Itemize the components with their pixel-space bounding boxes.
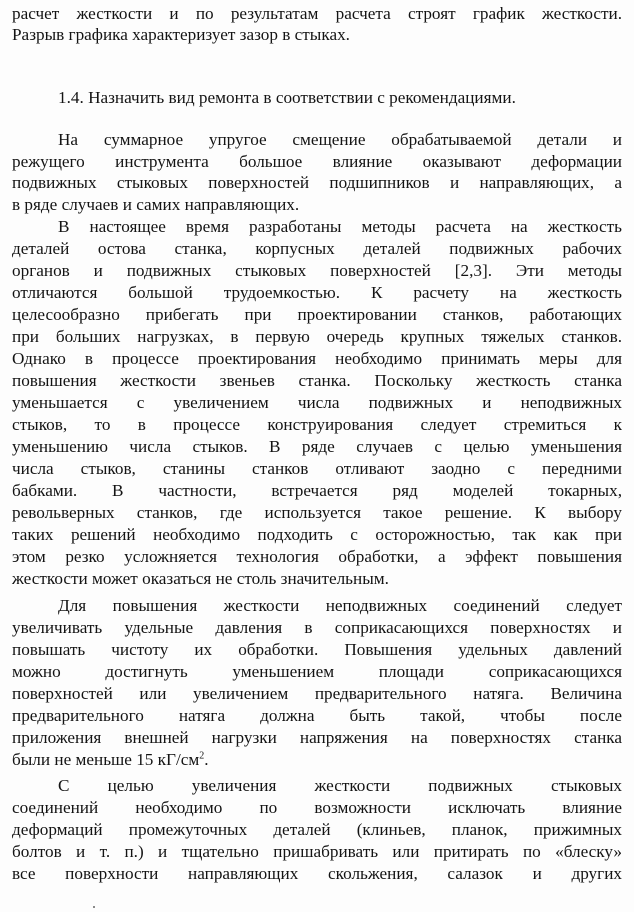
text-fragment: были не меньше 15 кГ/см [12,750,200,769]
text-line: в ряде случаев и самих направляющих. [12,195,300,214]
text-line: поверхностей или увеличением предварительного натяга. Величина [12,684,622,703]
text-line: деформаций промежуточных деталей (клиньев, планок, прижимных [12,820,622,839]
scan-speck [93,906,95,908]
text-line: уменьшению числа стыков. В ряде случаев с целью уменьшения [12,437,622,456]
text-line: Для повышения жесткости неподвижных соединений следует [58,596,622,615]
text-line: целесообразно прибегать при проектировании станков, работающих [12,305,622,324]
text-line: уменьшается с увеличением числа подвижных и неподвижных [12,393,622,412]
text-line: болтов и т. п.) и тщательно пришабривать или притирать по «блеску» [12,842,622,861]
text-line: подвижных стыковых поверхностей подшипников и направляющих, а [12,173,622,192]
text-line: соединений необходимо по возможности исключать влияние [12,798,622,817]
text-line: Разрыв графика характеризует зазор в стыках. [12,25,350,44]
text-line: увеличивать удельные давления в соприкасающихся поверхностях и [12,618,622,637]
text-line: На суммарное упругое смещение обрабатываемой детали и [58,130,622,149]
text-line: бабками. В частности, встречается ряд моделей токарных, [12,481,622,500]
text-line: Однако в процессе проектирования необходимо принимать меры для [12,349,622,368]
text-line: револьверных станков, где используется такое решение. К выбору [12,503,622,522]
text-line: В настоящее время разработаны методы расчета на жесткость [58,217,622,236]
text-line: при больших нагрузках, в первую очередь крупных тяжелых станков. [12,327,622,346]
text-line: С целью увеличения жесткости подвижных стыковых [58,776,622,795]
text-line: режущего инструмента большое влияние оказывают деформации [12,152,622,171]
section-heading: 1.4. Назначить вид ремонта в соответствии с рекомендациями. [58,88,516,107]
text-line: расчет жесткости и по результатам расчета строят график жесткости. [12,4,622,23]
text-line: таких решений необходимо подходить с осторожностью, так как при [12,525,622,544]
text-line: жесткости может оказаться не столь значительным. [12,569,389,588]
text-line: повышения жесткости звеньев станка. Поскольку жесткость станка [12,371,622,390]
text-line: все поверхности направляющих скольжения, салазок и других [12,864,622,883]
text-line: деталей остова станка, корпусных деталей подвижных рабочих [12,239,622,258]
text-line: повышать чистоту их обработки. Повышения удельных давлений [12,640,622,659]
text-line: этом резко усложняется технология обработки, а эффект повышения [12,547,622,566]
text-line [12,750,622,770]
text-line: органов и подвижных стыковых поверхностей [2,3]. Эти методы [12,261,622,280]
text-line: числа стыков, станины станков отливают заодно с передними [12,459,622,478]
text-line: стыков, то в процессе конструирования следует стремиться к [12,415,622,434]
text-line: предварительного натяга должна быть такой, чтобы после [12,706,622,725]
superscript: 2 [199,750,205,762]
text-line: приложения внешней нагрузки напряжения на поверхностях станка [12,728,622,747]
text-fragment: . [204,750,209,769]
text-line: отличаются большой трудоемкостью. К расчету на жесткость [12,283,622,302]
text-line: можно достигнуть уменьшением площади соприкасающихся [12,662,622,681]
